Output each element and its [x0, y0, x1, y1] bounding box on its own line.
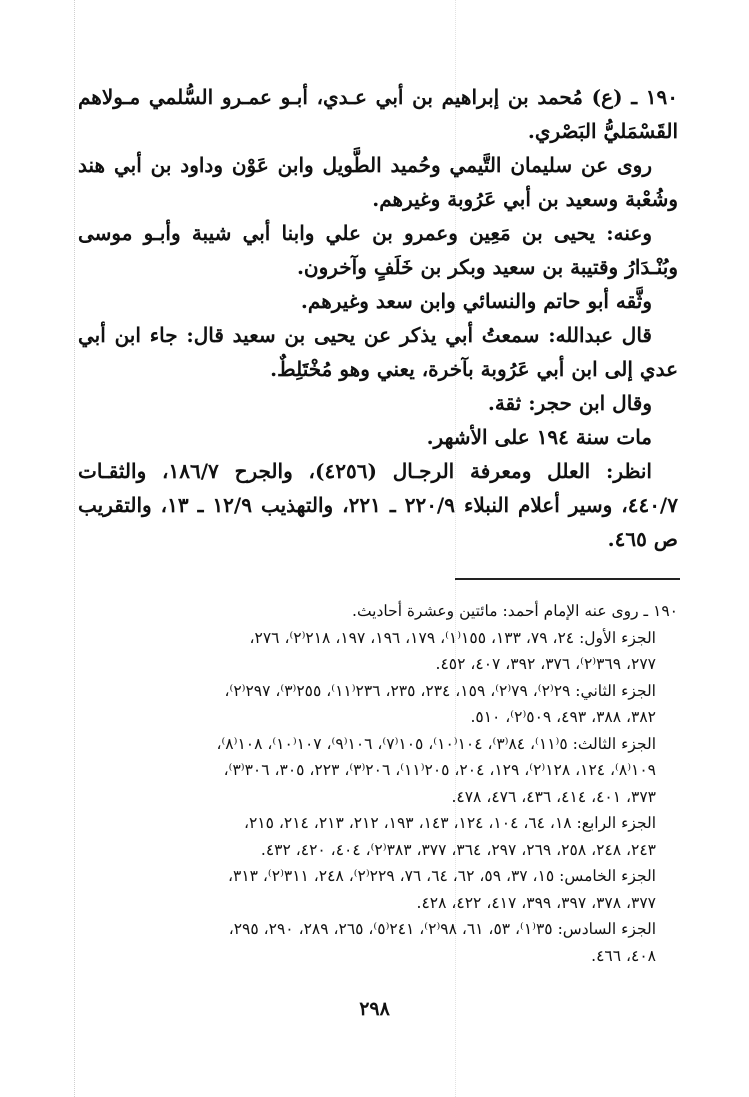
- ibn-hajar-paragraph: وقال ابن حجر: ثقة.: [487, 391, 652, 415]
- footnote-line: ٢٤٣، ٢٤٨، ٢٥٨، ٢٦٩، ٢٩٧، ٣٦٤، ٣٧٧، ٣٨٣⁽٢⁾، ٤٠٤، ٤٢٠، ٤٣٢.: [260, 840, 656, 859]
- footnote-line: الجزء الأول: ٢٤، ٧٩، ١٣٣، ١٥٥⁽١⁾، ١٧٩، ١٩٦، ١٩٧، ٢١٨⁽٢⁾، ٢٧٦،: [249, 628, 656, 647]
- footnote-line: ٣٧٧، ٣٧٨، ٣٩٧، ٣٩٩، ٤١٧، ٤٢٢، ٤٢٨.: [416, 893, 656, 912]
- footnote-line: ١٠٩⁽٨⁾، ١٢٤، ١٢٨⁽٢⁾، ١٢٩، ٢٠٤، ٢٠٥⁽١١⁾، ٢٠٦⁽٣⁾، ٢٢٣، ٣٠٥، ٣٠٦⁽٣⁾،: [223, 761, 656, 779]
- footnote-divider: [455, 578, 680, 580]
- footnote-section: [78, 598, 678, 969]
- footnote-line: الجزء الخامس: ١٥، ٣٧، ٥٩، ٦٢، ٦٤، ٧٦، ٢٢٩⁽٢⁾، ٢٤٨، ٣١١⁽٢⁾، ٣١٣،: [227, 867, 656, 885]
- narrated-from-paragraph: روى عن سليمان التَّيمي وحُميد الطَّويل وابن عَوْن وداود بن أبي هند وشُعْبة وسعيد بن أبي عَرُوبة وغيرهم.: [78, 153, 678, 211]
- sources-paragraph: انظر: العلل ومعرفة الرجـال (٤٢٥٦)، والجرح ١٨٦/٧، والثقـات ٤٤٠/٧، وسير أعلام النبلاء ٢٢٠/٩ ـ ٢٢١، والتهذيب ١٢/٩ ـ ١٣، والتقريب ص ٤٦٥.: [78, 459, 678, 551]
- trust-paragraph: وثَّقه أبو حاتم والنسائي وابن سعد وغيرهم.: [300, 289, 652, 313]
- footnote-line: الجزء الرابع: ١٨، ٦٤، ١٠٤، ١٢٤، ١٤٣، ١٩٣، ٢١٢، ٢١٣، ٢١٤، ٢١٥،: [243, 814, 656, 832]
- entry-header-text: (ع) مُحمد بن إبراهيم بن أبي عـدي، أبـو عمـرو السُّلمي مـولاهم القَسْمَليُّ البَصْري.: [78, 85, 678, 143]
- footnote-line: ٣٨٢، ٣٨٨، ٤٩٣، ٥٠٩⁽٢⁾، ٥١٠.: [470, 708, 656, 726]
- footnote-line: الجزء الثالث: ٥⁽١١⁾، ٨٤⁽٣⁾، ١٠٤⁽١٠⁾، ١٠٥⁽٧⁾، ١٠٦⁽٩⁾، ١٠٧⁽١٠⁾، ١٠٨⁽٨⁾،: [216, 734, 656, 753]
- footnote-intro: ١٩٠ ـ روى عنه الإمام أحمد: مائتين وعشرة أحاديث.: [352, 602, 678, 620]
- scan-guide-line: [74, 0, 75, 1097]
- abdullah-paragraph: قال عبدالله: سمعتُ أبي يذكر عن يحيى بن سعيد قال: جاء ابن أبي عدي إلى ابن أبي عَرُوبة بآخرة، يعني وهو مُخْتَلِطٌ.: [78, 323, 678, 381]
- footnote-line: ٣٧٣، ٤٠١، ٤١٤، ٤٣٦، ٤٧٦، ٤٧٨.: [451, 787, 656, 806]
- biography-entry: [78, 80, 678, 556]
- narrators-paragraph: وعنه: يحيى بن مَعِين وعمرو بن علي وابنا أبي شيبة وأبـو موسى وبُنْـدَارُ وقتيبة بن سعيد وبكر بن خَلَفٍ وآخرون.: [78, 221, 678, 279]
- death-paragraph: مات سنة ١٩٤ على الأشهر.: [426, 425, 652, 449]
- page-number: ٢٩٨: [359, 998, 390, 1020]
- entry-header: [78, 80, 678, 148]
- footnote-line: ٤٠٨، ٤٦٦.: [591, 946, 656, 965]
- footnote-line: الجزء السادس: ٣٥⁽١⁾، ٥٣، ٦١، ٩٨⁽٢⁾، ٢٤١⁽٥⁾، ٢٦٥، ٢٨٩، ٢٩٠، ٢٩٥،: [228, 920, 656, 938]
- entry-number: ١٩٠ ـ: [631, 85, 679, 109]
- footnote-line: الجزء الثاني: ٢٩⁽٢⁾، ٧٩⁽٢⁾، ١٥٩، ٢٣٤، ٢٣٥، ٢٣٦⁽١١⁾، ٢٥٥⁽٣⁾، ٢٩٧⁽٢⁾،: [224, 681, 656, 700]
- footnote-line: ٢٧٧، ٣٦٩⁽٢⁾، ٣٧٦، ٣٩٢، ٤٠٧، ٤٥٢.: [435, 655, 656, 673]
